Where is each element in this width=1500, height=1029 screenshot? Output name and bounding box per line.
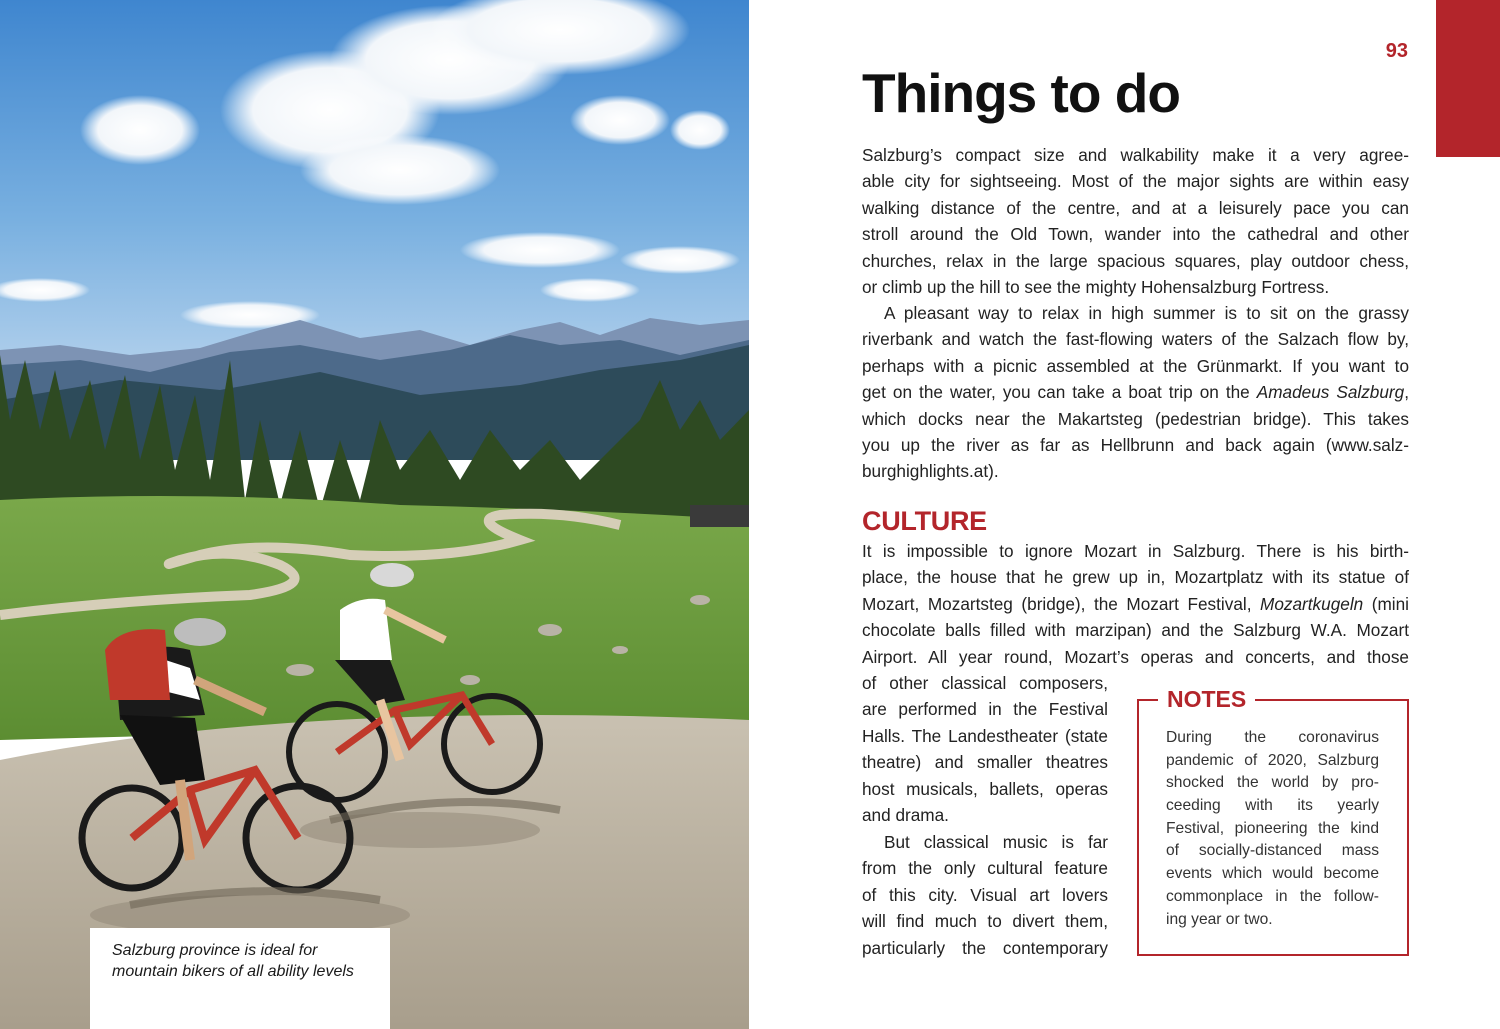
notes-line: shocked the world by pro- xyxy=(1166,774,1379,792)
section-heading-culture: CULTURE xyxy=(862,506,987,536)
text-line: host musicals, ballets, operas xyxy=(862,778,1108,799)
text-line: It is impossible to ignore Mozart in Salzburg. There is his birth- xyxy=(862,541,1409,561)
art-paragraph xyxy=(862,829,1108,961)
text-line: walking distance of the centre, and at a leisurely pace you can xyxy=(862,197,1409,218)
notes-body xyxy=(1166,727,1379,931)
text-line: of other classical composers, xyxy=(862,673,1108,693)
page-title: Things to do xyxy=(862,62,1180,124)
text-line: Salzburg’s compact size and walkability make it a very agree- xyxy=(862,145,1409,165)
text-line: or climb up the hill to see the mighty Hohensalzburg Fortress. xyxy=(862,276,1330,297)
text-line: and drama. xyxy=(862,804,949,825)
text-line: churches, relax in the large spacious squares, play outdoor chess, xyxy=(862,250,1409,271)
culture-narrow-paragraph xyxy=(862,670,1108,828)
text-line: which docks near the Makartsteg (pedestrian bridge). This takes xyxy=(862,408,1409,429)
boat-name: Amadeus Salzburg xyxy=(1256,382,1405,403)
chapter-tab xyxy=(1436,0,1500,157)
notes-line: During the coronavirus xyxy=(1166,729,1379,746)
text-line: burghighlights.at). xyxy=(862,461,999,482)
caption-line: mountain bikers of all ability levels xyxy=(112,963,354,980)
notes-line: ing year or two. xyxy=(1166,910,1273,928)
text-line: perhaps with a picnic assembled at the Grünmarkt. If you want to xyxy=(862,355,1409,376)
text-line: of this city. Visual art lovers xyxy=(862,884,1108,905)
notes-line: events which would become xyxy=(1166,865,1379,883)
notes-line: of socially-distanced mass xyxy=(1166,842,1379,860)
photo-caption xyxy=(90,928,390,1029)
text-line xyxy=(862,379,1409,405)
text-line: will find much to divert them, xyxy=(862,911,1108,932)
notes-line: pandemic of 2020, Salzburg xyxy=(1166,751,1379,769)
sweet-name: Mozartkugeln xyxy=(1260,593,1364,614)
text-run: (mini xyxy=(1363,593,1409,614)
text-line: able city for sightseeing. Most of the major sights are within easy xyxy=(862,171,1409,192)
page-number: 93 xyxy=(1385,40,1408,62)
text-line: A pleasant way to relax in high summer is to sit on the grassy xyxy=(884,303,1409,323)
text-line xyxy=(862,591,1409,617)
text-line: Halls. The Landestheater (state xyxy=(862,725,1108,746)
text-line: Airport. All year round, Mozart’s operas and concerts, and those xyxy=(862,646,1409,667)
text-line: particularly the contemporary xyxy=(862,937,1108,958)
notes-heading: NOTES xyxy=(1158,684,1255,714)
text-line: from the only cultural feature xyxy=(862,858,1108,879)
text-line: riverbank and watch the fast-flowing waters of the Salzach flow by, xyxy=(862,329,1409,350)
notes-line: ceeding with its yearly xyxy=(1166,797,1379,815)
text-run: , xyxy=(1404,382,1409,403)
cyclists-photo xyxy=(0,0,749,1029)
culture-paragraph xyxy=(862,538,1409,670)
intro-paragraph xyxy=(862,142,1409,300)
text-line: But classical music is far xyxy=(884,832,1108,852)
caption-line: Salzburg province is ideal for xyxy=(112,942,318,959)
notes-line: Festival, pioneering the kind xyxy=(1166,819,1379,837)
text-line: theatre) and smaller theatres xyxy=(862,752,1108,773)
text-line: stroll around the Old Town, wander into the cathedral and other xyxy=(862,224,1409,245)
text-line: you up the river as far as Hellbrunn and back again (www.salz- xyxy=(862,434,1409,455)
text-line: chocolate balls filled with marzipan) and the Salzburg W.A. Mozart xyxy=(862,620,1409,641)
notes-line: commonplace in the follow- xyxy=(1166,887,1379,905)
text-run: get on the water, you can take a boat trip on the xyxy=(862,382,1257,403)
river-paragraph xyxy=(862,300,1409,485)
text-line: place, the house that he grew up in, Mozartplatz with its statue of xyxy=(862,567,1409,588)
text-line: are performed in the Festival xyxy=(862,699,1108,720)
text-run: Mozart, Mozartsteg (bridge), the Mozart Festival, xyxy=(862,593,1261,614)
